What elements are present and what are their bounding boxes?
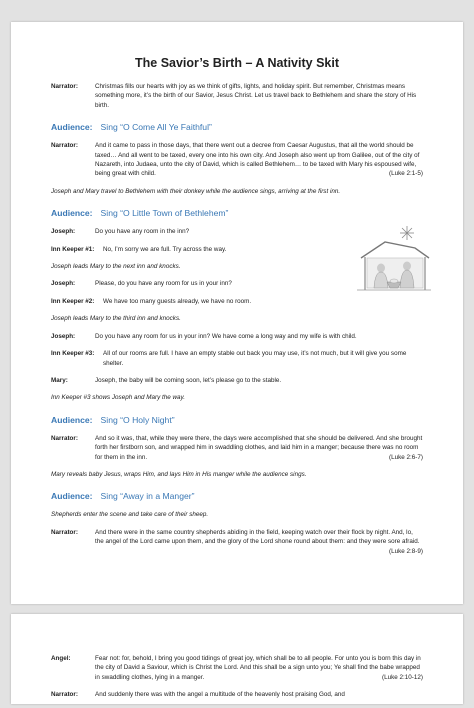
scripture-reference: (Luke 2:10-12): [382, 673, 423, 681]
song-title: Sing “Away in a Manger”: [100, 491, 195, 502]
scripture-reference: (Luke 2:1-5): [389, 170, 423, 178]
speaker-label: Joseph:: [51, 280, 76, 288]
audience-song: [51, 208, 423, 219]
speaker-label: Joseph:: [51, 228, 76, 236]
speech-text: [95, 141, 423, 179]
audience-song: [51, 491, 423, 502]
speech-body: And so it was, that, while they were there, the days were accomplished that she should be delivered. And she brought forth her firstborn son, and wrapped him in swaddling clothes, and laid him in a manger; because there was no room for them in the inn.: [95, 434, 423, 461]
star-icon: [400, 226, 414, 240]
audience-label: Audience:: [51, 122, 93, 133]
stage-direction: Mary reveals baby Jesus, wraps Him, and lays Him in His manger while the audience sings.: [51, 470, 307, 478]
speaker-label: Narrator:: [51, 691, 78, 699]
speaker-label: Narrator:: [51, 142, 78, 150]
nativity-illustration: [355, 224, 433, 294]
speaker-label: Joseph:: [51, 332, 76, 340]
speech-text: And suddenly there was with the angel a multitude of the heavenly host praising God, and: [95, 691, 345, 699]
narrator-line: [51, 528, 423, 556]
speaker-label: Inn Keeper #1:: [51, 245, 95, 253]
song-title: Sing “O Little Town of Bethlehem”: [100, 208, 229, 219]
page-1-content: [51, 56, 423, 564]
speech-text: Do you have any room for us in your inn? We have come a long way and my wife is with child.: [95, 332, 357, 340]
stage-direction: Inn Keeper #3 shows Joseph and Mary the way.: [51, 394, 185, 402]
speech-text: No, I’m sorry we are full. Try across the way.: [103, 245, 227, 253]
song-title: Sing “O Come All Ye Faithful”: [100, 122, 212, 133]
narrator-line: [51, 82, 423, 110]
speech-body: Fear not: for, behold, I bring you good tidings of great joy, which shall be to all people. For unto you is born this day in the city of David a Saviour, which is Christ the Lord. And this shall be a sign unto you; Ye shall find the babe wrapped in swaddling clothes, lying in a manger.: [95, 655, 421, 681]
song-title: Sing “O Holy Night”: [100, 414, 175, 425]
stage-direction: Joseph leads Mary to the third inn and knocks.: [51, 315, 181, 323]
speech-text: Please, do you have any room for us in your inn?: [95, 280, 232, 288]
speech-text: We have too many guests already, we have no room.: [103, 297, 252, 305]
speech-text: Do you have any room in the inn?: [95, 228, 190, 236]
document-page-2: [11, 614, 463, 704]
audience-song: [51, 122, 423, 133]
speaker-label: Mary:: [51, 376, 68, 384]
speech-text: All of our rooms are full. I have an empty stable out back you may use, it’s not much, but it will give you some shelter.: [103, 350, 407, 367]
speech-text: Joseph, the baby will be coming soon, let’s please go to the stable.: [95, 376, 282, 384]
speaker-label: Angel:: [51, 655, 71, 662]
audience-label: Audience:: [51, 491, 93, 502]
speech-body: And it came to pass in those days, that there went out a decree from Caesar Augustus, that all the world should be taxed… And all went to be taxed, every one into his own city. And Joseph also went up from Galilee, out of the city of Nazareth, into Judaea, unto the city of David, which is called Bethlehem… to be taxed with Mary his espoused wife, being great with child.: [95, 142, 420, 178]
stage-direction: Shepherds enter the scene and take care of their sheep.: [51, 511, 209, 519]
stage-direction: Joseph leads Mary to the next inn and knocks.: [51, 263, 181, 271]
joseph-line: [51, 332, 423, 341]
speech-text: Christmas fills our hearts with joy as we think of gifts, lights, and holiday spirit. But remember, Christmas means something more, it’s the birth of our Savior, Jesus Christ. Let us travel back to Bethlehem and share the story of His birth.: [95, 83, 417, 109]
scripture-reference: (Luke 2:6-7): [389, 453, 423, 461]
mary-line: [51, 376, 423, 385]
audience-label: Audience:: [51, 208, 93, 219]
inn-keeper-line: [51, 349, 423, 368]
speech-text: [95, 434, 423, 462]
narrator-line: [51, 141, 423, 179]
speech-text: [95, 528, 423, 556]
speech-text: [95, 654, 423, 682]
document-title: The Savior’s Birth – A Nativity Skit: [135, 56, 339, 70]
narrator-line: [51, 434, 423, 462]
speaker-label: Narrator:: [51, 83, 78, 90]
speaker-label: Narrator:: [51, 528, 78, 536]
speaker-label: Inn Keeper #2:: [51, 297, 95, 305]
stage-direction: Joseph and Mary travel to Bethlehem with their donkey while the audience sings, arriving at the first inn.: [51, 187, 341, 195]
narrator-line: [51, 690, 423, 699]
speaker-label: Inn Keeper #3:: [51, 350, 95, 358]
audience-song: [51, 415, 423, 426]
angel-line: [51, 654, 423, 682]
audience-label: Audience:: [51, 414, 93, 425]
speaker-label: Narrator:: [51, 434, 78, 442]
inn-keeper-line: [51, 297, 423, 306]
scripture-reference: (Luke 2:8-9): [389, 547, 423, 555]
document-page-1: [11, 22, 463, 604]
speech-body: And there were in the same country shepherds abiding in the field, keeping watch over their flock by night. And, lo, the angel of the Lord came upon them, and the glory of the Lord shone round about them: and they were sore afraid.: [95, 528, 420, 546]
